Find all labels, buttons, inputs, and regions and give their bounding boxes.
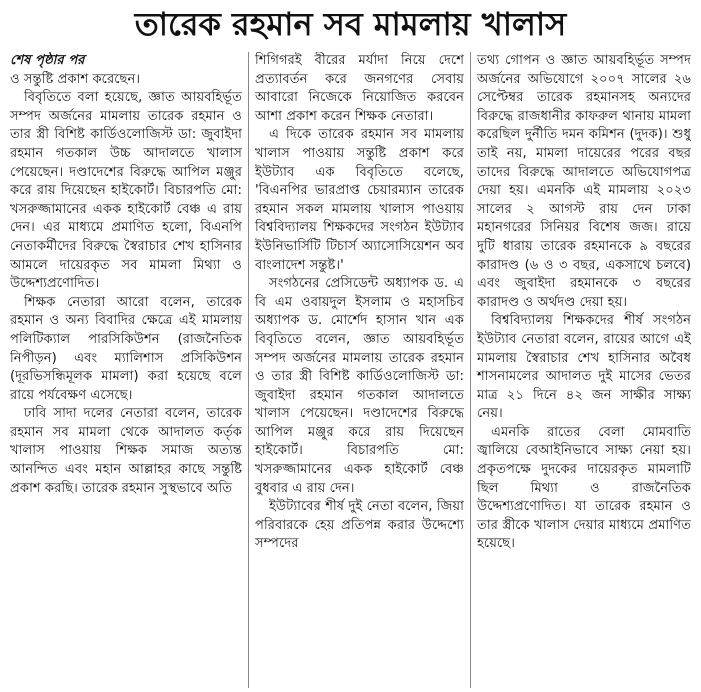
paragraph: ঢাবি সাদা দলের নেতারা বলেন, তারেক রহমান সব মামলা থেকে আদালত কর্তৃক খালাস পাওয়ায় শিক্ষক সমাজ অত্যন্ত আনন্দিত এবং মহান আল্লাহর কাছে সন্তুষ্টি প্রকাশ করছি। তারেক রহমান সুস্থভাবে অতি (10, 406, 242, 496)
paragraph: শিগিগরই বীরের মর্যাদা নিয়ে দেশে প্রত্যাবর্তন করে জনগণের সেবায় আবারো নিজেকে নিয়োজিত করবেন আশা প্রকাশ করেন শিক্ষক নেতারা। (255, 53, 464, 124)
paragraph: শিক্ষক নেতারা আরো বলেন, তারেক রহমান ও অন্য বিবাদির ক্ষেত্রে এই মামলায় পলিটিক্যাল পারসিকিউশন (রাজনৈতিক নিপীড়ন) এবং ম্যালিশাস প্রসিকিউশন (দূরভিসন্ধিমূলক মামলা) করা হয়েছে বলে রায়ে পর্যবেক্ষণ এসেছে। (10, 294, 242, 403)
paragraph: ও সন্তুষ্টি প্রকাশ করেছেন। (10, 71, 141, 87)
paragraph: তথ্য গোপন ও জ্ঞাত আয়বহির্ভূত সম্পদ অর্জনের অভিযোগে ২০০৭ সালের ২৬ সেপ্টেম্বর তারেক রহমানসহ অন্যদের বিরুদ্ধে রাজধানীর কাফরুল থানায় মামলা করেছিল দুর্নীতি দমন কমিশন (দুদক)। শুধু তাই নয়, মামলা দায়েরের পরের বছর তাদের বিরুদ্ধে আদালতে অভিযোগপত্র দেয়া হয়। এমনকি এই মামলায় ২০২৩ সালের ২ আগস্ট রায় দেন ঢাকা মহানগরের সিনিয়র বিশেষ জজ। রায়ে দুটি ধারায় তারেক রহমানকে ৯ বছরের কারাদণ্ড (৬ ও ৩ বছর, একসাথে চলবে) এবং জুবাইদা রহমানকে ৩ বছরের কারাদণ্ড ও অর্থদণ্ড দেয়া হয়। (477, 53, 691, 310)
column-3 (470, 52, 691, 688)
paragraph: সংগঠনের প্রেসিডেন্ট অধ্যাপক ড. এ বি এম ওবায়দুল ইসলাম ও মহাসচিব অধ্যাপক ড. মোর্শেদ হাসান খান এক বিবৃতিতে বলেন, জ্ঞাত আয়বহির্ভূত সম্পদ অর্জনের মামলায় তারেক রহমান ও তার স্ত্রী বিশিষ্ট কার্ডিওলোজিস্ট ডা: জুবাইদা রহমান গতকাল আদালতে খালাস পেয়েছেন। দণ্ডাদেশের বিরুদ্ধে আপিল মঞ্জুর করে রায় দিয়েছেন হাইকোর্ট। বিচারপতি মো: খসরুজ্জামানের একক হাইকোর্ট বেঞ্চ বুধবার এ রায় দেন। (255, 276, 464, 496)
continuation-kicker: শেষ পৃষ্ঠার পর (10, 53, 85, 68)
paragraph: বিবৃতিতে বলা হয়েছে, জ্ঞাত আয়বহির্ভূত সম্পদ অর্জনের মামলায় তারেক রহমান ও তার স্ত্রী বিশিষ্ট কার্ডিওলোজিস্ট ডা: জুবাইদা রহমান গতকাল উচ্চ আদালতে খালাস পেয়েছেন। দণ্ডাদেশের বিরুদ্ধে আপিল মঞ্জুর করে রায় দিয়েছেন হাইকোর্ট। বিচারপতি মো: খসরুজ্জামানের একক হাইকোর্ট বেঞ্চ এ রায় দেন। এর মাধ্যমে প্রমাণিত হলো, বিএনপি নেতাকর্মীদের বিরুদ্ধে স্বৈরাচার শেখ হাসিনার আমলে দায়েরকৃত সব মামলা মিথ্যা ও উদ্দেশ্যপ্রণোদিত। (10, 90, 242, 292)
headline: তারেক রহমান সব মামলায় খালাস (134, 5, 567, 43)
paragraph: এমনকি রাতের বেলা মোমবাতি জ্বালিয়ে বেআইনিভাবে সাক্ষ্য নেয়া হয়। প্রকৃতপক্ষে দুদকের দায়েরকৃত মামলাটি ছিল মিথ্যা ও রাজনৈতিক উদ্দেশ্যপ্রণোদিত। যা তারেক রহমান ও তার স্ত্রীকে খালাস দেয়ার মাধ্যমে প্রমাণিত হয়েছে। (477, 424, 691, 552)
paragraph: বিশ্ববিদ্যালয় শিক্ষকদের শীর্ষ সংগঠন ইউট্যাব নেতারা বলেন, রায়ের আগে এই মামলায় স্বৈরাচার শেখ হাসিনার অবৈধ শাসনামলের আদালত দুই মাসের ভেতর মাত্র ২১ দিনে ৪২ জন সাক্ষীর সাক্ষ্য নেয়। (477, 313, 691, 422)
column-1 (10, 52, 248, 688)
article-columns (10, 52, 691, 688)
paragraph: ইউট্যাবের শীর্ষ দুই নেতা বলেন, জিয়া পরিবারকে হেয় প্রতিপন্ন করার উদ্দেশ্যে সম্পদের (255, 499, 464, 552)
column-2 (248, 52, 470, 688)
paragraph: এ দিকে তারেক রহমান সব মামলায় খালাস পাওয়ায় সন্তুষ্টি প্রকাশ করে ইউট্যাব এক বিবৃতিতে বলেছে, 'বিএনপির ভারপ্রাপ্ত চেয়ারম্যান তারেক রহমান সকল মামলায় খালাস পাওয়ায় বিশ্ববিদ্যালয় শিক্ষকদের সংগঠন ইউট্যাব ইউনিভার্সিটি টিচার্স অ্যাসোসিয়েশন অব বাংলাদেশ সন্তুষ্ট।' (255, 127, 464, 273)
